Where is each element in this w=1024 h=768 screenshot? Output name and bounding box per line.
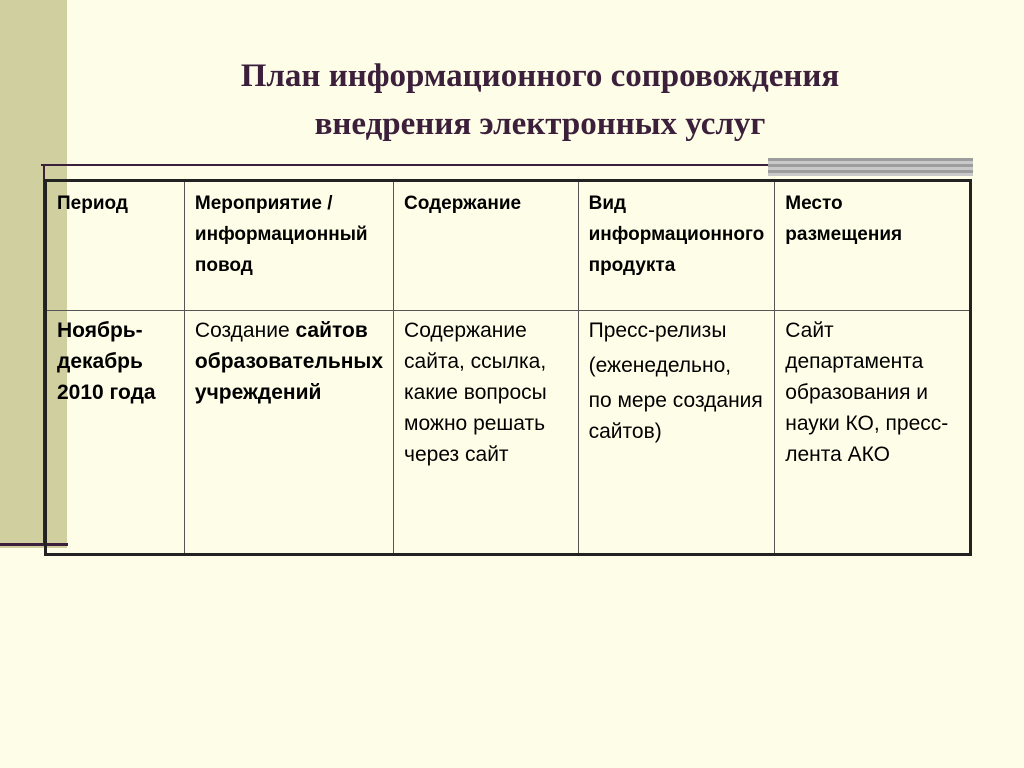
slide-title (80, 52, 1000, 148)
plan-table (44, 179, 972, 556)
slide-title-line-2: внедрения электронных услуг (314, 106, 766, 142)
product-line-3: по мере создания сайтов) (588, 389, 763, 443)
product-line-1: Пресс-релизы (588, 319, 727, 342)
slide-title-line-1: План информационного сопровождения (240, 58, 840, 94)
cell-event (184, 311, 393, 555)
header-placement: Место размещения (775, 181, 971, 311)
header-content: Содержание (394, 181, 579, 311)
cell-placement: Сайт департамента образования и науки КО, пресс-лента АКО (775, 311, 971, 555)
cell-product-type (578, 311, 775, 555)
cell-period (46, 311, 185, 555)
decorative-gray-bar (768, 158, 973, 176)
header-period: Период (46, 181, 185, 311)
period-text: Ноябрь-декабрь 2010 года (57, 319, 156, 404)
cell-content: Содержание сайта, ссылка, какие вопросы можно решать через сайт (394, 311, 579, 555)
event-prefix: Создание (194, 319, 296, 342)
table-header-row (46, 181, 971, 311)
table-row (46, 311, 971, 555)
header-product-type: Вид информационного продукта (578, 181, 775, 311)
event-bold-text: сайтов образовательных учреждений (194, 319, 384, 404)
product-line-2: (еженедельно, (588, 354, 732, 377)
header-event: Мероприятие / информационный повод (184, 181, 393, 311)
